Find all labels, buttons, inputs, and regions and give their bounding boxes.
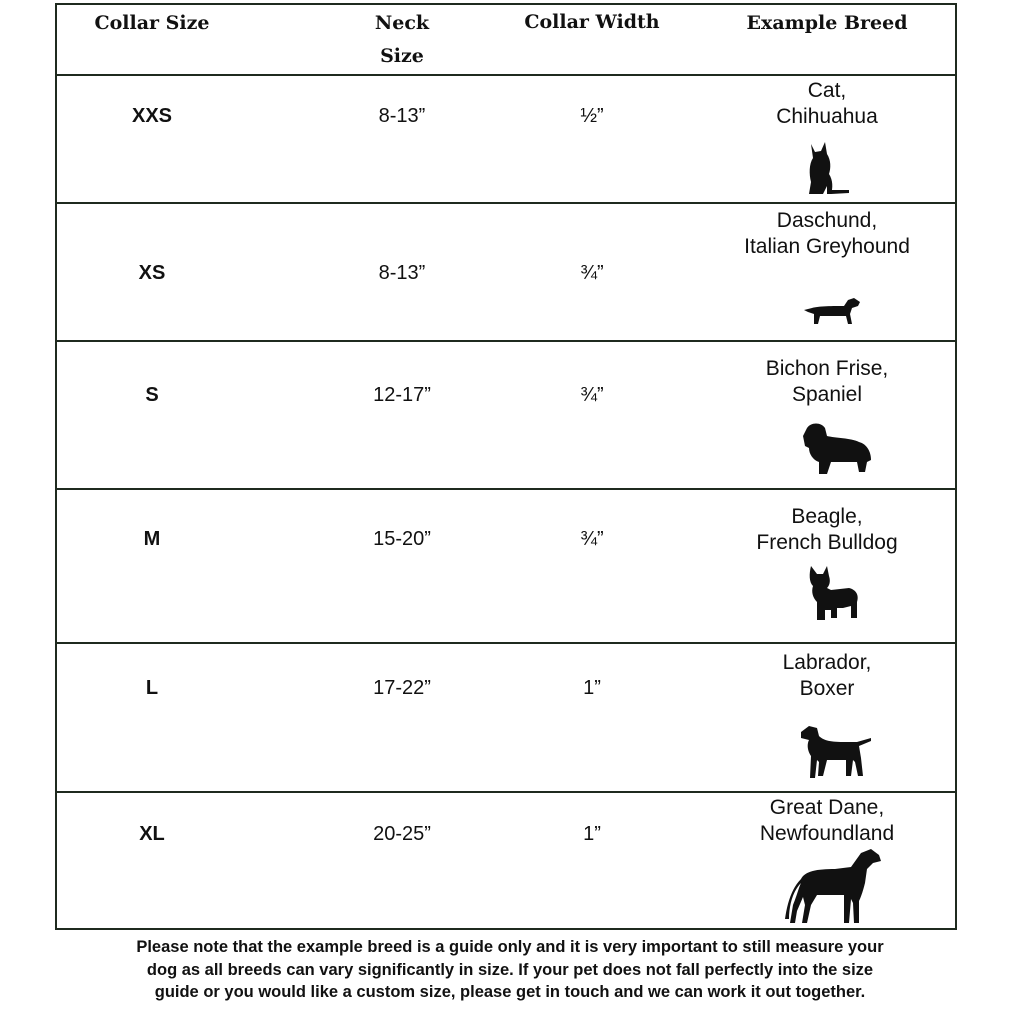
table-row (57, 793, 955, 930)
breed-line-2: Boxer (799, 677, 855, 700)
example-breed-cell (717, 504, 937, 556)
header-row (57, 5, 955, 76)
neck-size-cell: 8-13” (378, 262, 426, 284)
header-neck-size (327, 7, 477, 73)
neck-size-cell: 20-25” (373, 823, 431, 845)
collar-size-cell: XL (139, 823, 165, 845)
header-example-breed: Example Breed (746, 12, 908, 34)
breed-line-1: Labrador, (782, 651, 872, 674)
breed-line-1: Daschund, (776, 209, 878, 232)
header-collar-width: Collar Width (524, 11, 660, 33)
example-breed-cell (717, 78, 937, 130)
table-row (57, 490, 955, 644)
breed-line-1: Great Dane, (769, 796, 885, 819)
neck-size-cell: 12-17” (373, 384, 431, 406)
table-row (57, 76, 955, 204)
example-breed-cell (717, 208, 937, 260)
header-collar-size: Collar Size (94, 12, 210, 34)
collar-size-cell: S (145, 384, 159, 406)
neck-size-cell: 8-13” (378, 105, 426, 127)
spaniel-silhouette-icon (801, 422, 873, 476)
dachshund-silhouette-icon (804, 296, 860, 326)
size-guide-table (55, 3, 957, 930)
cat-silhouette-icon (805, 140, 853, 196)
example-breed-cell (717, 356, 937, 408)
collar-width-cell: ¾” (580, 384, 604, 406)
neck-size-cell: 17-22” (373, 677, 431, 699)
breed-line-2: Italian Greyhound (744, 235, 910, 258)
breed-line-2: Spaniel (791, 383, 863, 406)
breed-line-2: Chihuahua (776, 105, 878, 128)
table-row (57, 342, 955, 490)
labrador-silhouette-icon (799, 726, 873, 780)
collar-size-cell: L (145, 677, 159, 699)
table-row (57, 644, 955, 793)
example-breed-cell (717, 795, 937, 847)
header-neck-size-line1: Neck (374, 12, 430, 34)
breed-line-1: Bichon Frise, (765, 357, 889, 380)
breed-line-1: Cat, (807, 79, 847, 102)
collar-width-cell: ½” (580, 105, 604, 127)
breed-line-2: Newfoundland (759, 822, 895, 845)
example-breed-cell (717, 650, 937, 702)
collar-size-cell: M (143, 528, 161, 550)
collar-width-cell: ¾” (580, 528, 604, 550)
french-bulldog-silhouette-icon (807, 566, 863, 622)
great-dane-silhouette-icon (781, 849, 883, 925)
breed-line-2: French Bulldog (756, 531, 898, 554)
collar-size-cell: XXS (131, 105, 173, 127)
collar-width-cell: 1” (583, 823, 601, 845)
collar-width-cell: ¾” (580, 262, 604, 284)
breed-line-1: Beagle, (791, 505, 863, 528)
table-row (57, 204, 955, 342)
footnote-disclaimer: Please note that the example breed is a guide only and it is very important to still measure your dog as all breeds can vary significantly in size. If your pet does not fall perfectly into the size guide or you would like a custom size, please get in touch and we can work it out together. (136, 938, 884, 1001)
collar-width-cell: 1” (583, 677, 601, 699)
neck-size-cell: 15-20” (373, 528, 431, 550)
header-neck-size-line2: Size (380, 45, 424, 67)
collar-size-cell: XS (138, 262, 166, 284)
